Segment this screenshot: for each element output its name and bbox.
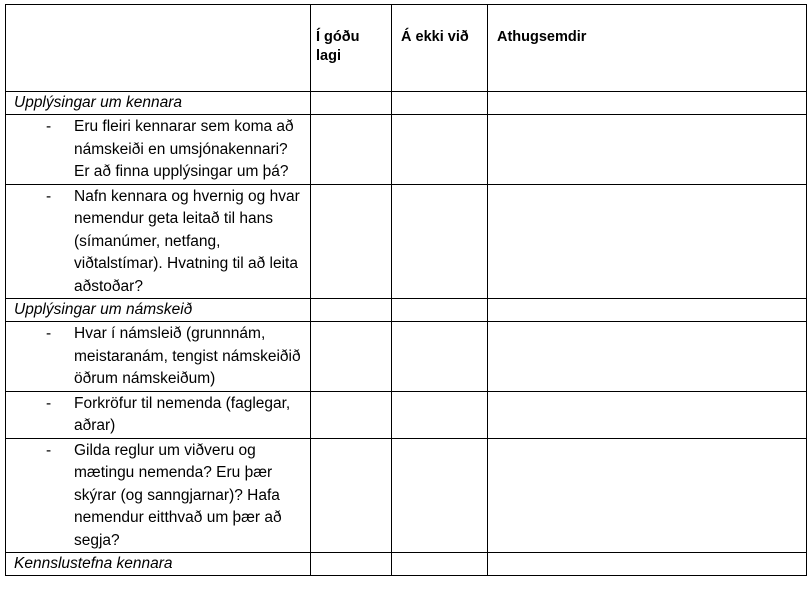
ok-cell[interactable] [311, 115, 392, 185]
item-text: Eru fleiri kennarar sem koma að námskeiði en umsjónakennari? Er að finna upplýsingar um þá? [74, 118, 294, 180]
comments-cell[interactable] [488, 184, 807, 299]
ok-cell[interactable] [311, 92, 392, 115]
table-row [6, 438, 807, 553]
table-row [6, 184, 807, 299]
item-cell [6, 438, 311, 553]
item-cell [6, 322, 311, 392]
not-applicable-cell[interactable] [392, 322, 488, 392]
header-row [6, 5, 807, 92]
ok-cell[interactable] [311, 299, 392, 322]
ok-cell[interactable] [311, 391, 392, 438]
not-applicable-cell[interactable] [392, 438, 488, 553]
item-text: Gilda reglur um viðveru og mætingu nemenda? Eru þær skýrar (og sanngjarnar)? Hafa nemendur eitthvað um þær að segja? [74, 441, 282, 549]
ok-cell[interactable] [311, 322, 392, 392]
comments-cell[interactable] [488, 391, 807, 438]
item-cell [6, 184, 311, 299]
comments-cell[interactable] [488, 115, 807, 185]
item-text: Forkröfur til nemenda (faglegar, aðrar) [74, 394, 291, 434]
bullet-dash: - [46, 325, 52, 342]
item-cell [6, 391, 311, 438]
table-row [6, 391, 807, 438]
comments-cell[interactable] [488, 322, 807, 392]
ok-cell[interactable] [311, 438, 392, 553]
not-applicable-cell[interactable] [392, 115, 488, 185]
item-cell [6, 115, 311, 185]
ok-cell[interactable] [311, 553, 392, 576]
item-text: Nafn kennara og hvernig og hvar nemendur geta leitað til hans (símanúmer, netfang, viðtalstímar). Hvatning til að leita aðstoðar? [74, 187, 300, 295]
comments-cell[interactable] [488, 92, 807, 115]
section-title: Upplýsingar um kennara [6, 92, 311, 115]
bullet-dash: - [46, 187, 52, 205]
not-applicable-cell[interactable] [392, 184, 488, 299]
bullet-dash: - [46, 441, 52, 459]
header-cell-item [6, 5, 311, 92]
checklist-table [5, 4, 807, 576]
section-row [6, 553, 807, 576]
header-cell-ok: Í góðu lagi [311, 5, 392, 92]
comments-cell[interactable] [488, 299, 807, 322]
not-applicable-cell[interactable] [392, 299, 488, 322]
not-applicable-cell[interactable] [392, 391, 488, 438]
section-row [6, 299, 807, 322]
table-row [6, 322, 807, 392]
ok-cell[interactable] [311, 184, 392, 299]
item-text: Hvar í námsleið (grunnnám, meistaranám, tengist námskeiðið öðrum námskeiðum) [74, 325, 301, 387]
not-applicable-cell[interactable] [392, 553, 488, 576]
table-row [6, 115, 807, 185]
section-title: Upplýsingar um námskeið [6, 299, 311, 322]
comments-cell[interactable] [488, 438, 807, 553]
bullet-dash: - [46, 394, 52, 412]
bullet-dash: - [46, 118, 52, 135]
not-applicable-cell[interactable] [392, 92, 488, 115]
header-cell-comments: Athugsemdir [488, 5, 807, 92]
section-title: Kennslustefna kennara [6, 553, 311, 576]
comments-cell[interactable] [488, 553, 807, 576]
header-cell-not-applicable: Á ekki við [392, 5, 488, 92]
section-row [6, 92, 807, 115]
